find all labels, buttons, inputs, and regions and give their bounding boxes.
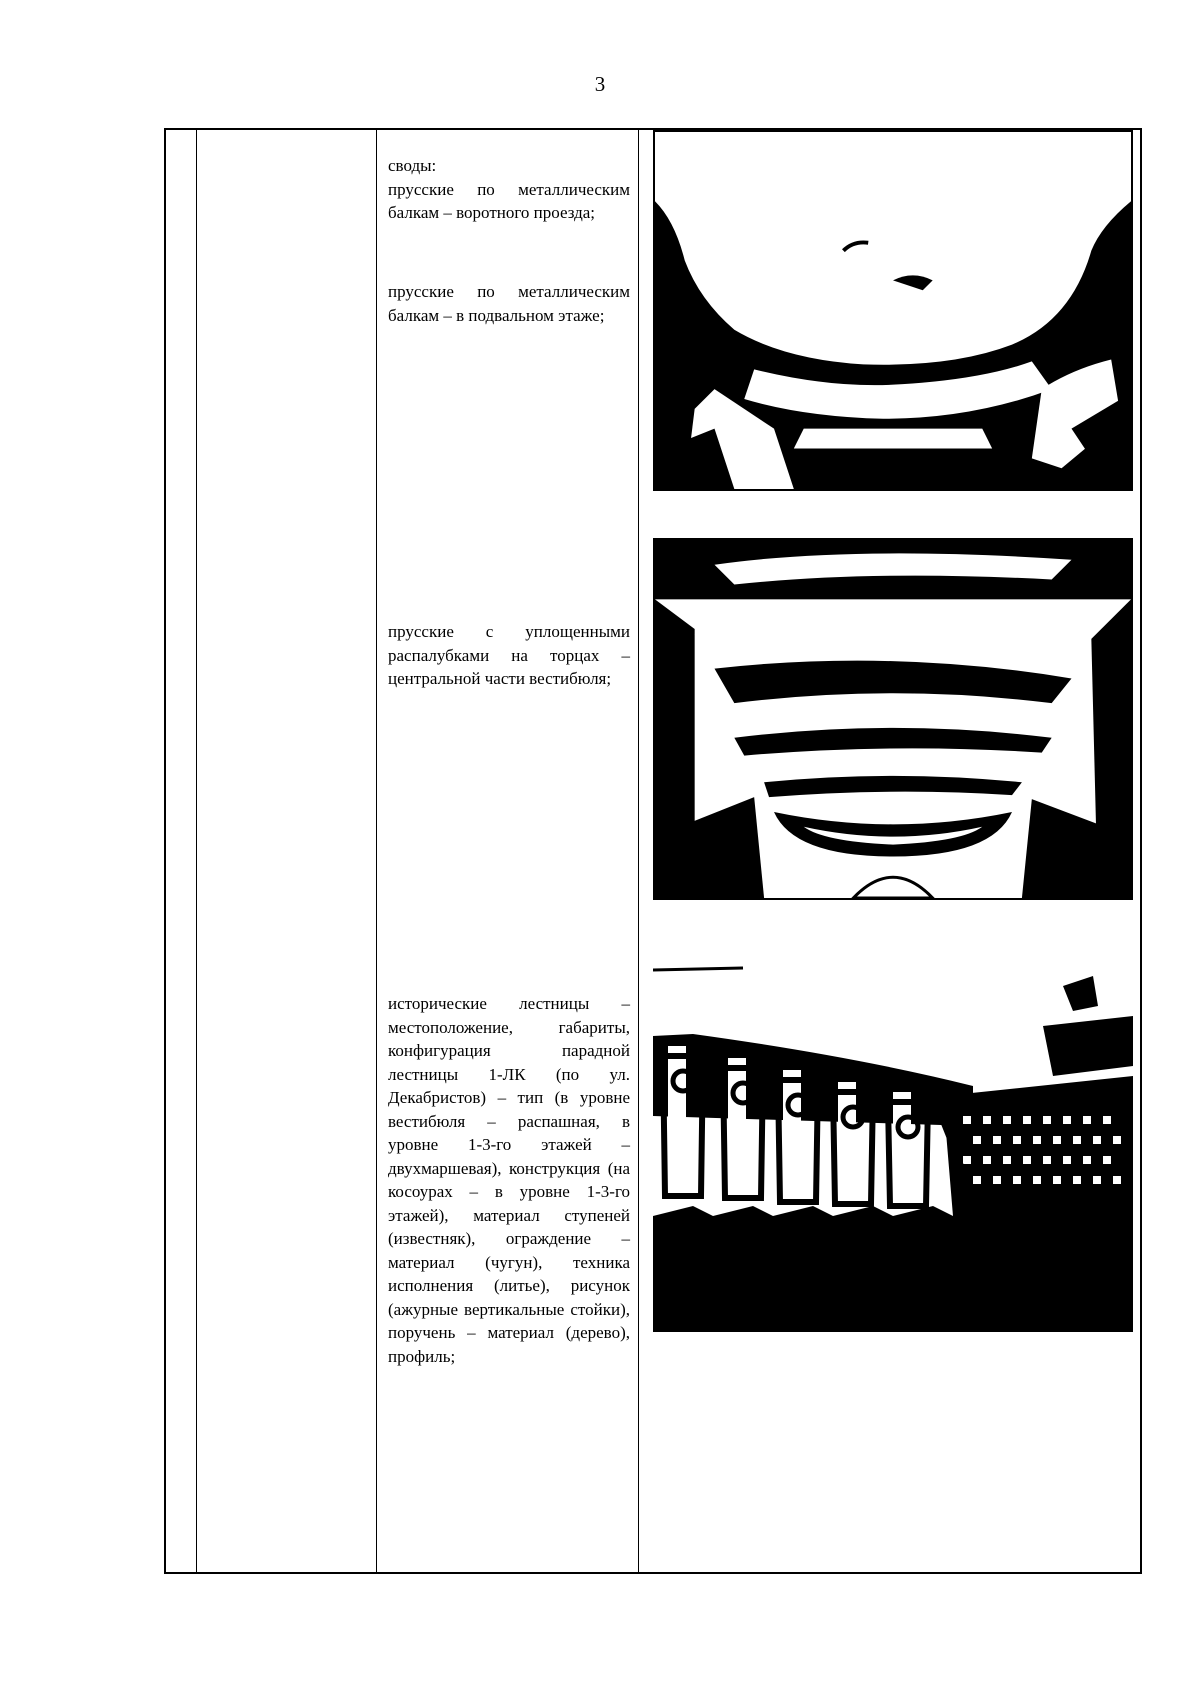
vaults-vestibule-text [388, 620, 630, 691]
text-line: прусские по металлическим балкам – в подвальном этаже; [388, 282, 630, 325]
historic-staircase-text [388, 992, 630, 1368]
text-line: своды: [388, 156, 437, 175]
cast-iron-staircase-photo [653, 966, 1133, 1332]
vestibule-vault-photo [653, 538, 1133, 900]
monument-description-table [164, 128, 1142, 1574]
cast-iron-staircase-image [653, 966, 1133, 1332]
vaults-basement-text [388, 280, 630, 327]
text-line: прусские по металлическим балкам – воротного проезда; [388, 179, 630, 222]
vault-ceiling-image [655, 132, 1131, 489]
vaults-gate-passage-text [388, 154, 630, 225]
column-divider-1 [196, 130, 197, 1572]
text-line: прусские с уплощенными распалубками на торцах – центральной части вестибюля; [388, 622, 630, 688]
column-divider-2 [376, 130, 377, 1572]
vault-ceiling-photo [653, 130, 1133, 491]
vestibule-vault-image [655, 540, 1131, 898]
text-line: исторические лестницы – местоположение, габариты, конфигурация парадной лестницы 1-ЛК (по ул. Декабристов) – тип (в уровне вестибюля – распашная, в уровне 1-3-го этажей – двухмаршевая), конструкция (на косоурах – в уровне 1-3-го этажей), материал ступеней (известняк), ограждение – материал (чугун), техника исполнения (литье), рисунок (ажурные вертикальные стойки), поручень – материал (дерево), профиль; [388, 994, 630, 1366]
column-divider-3 [638, 130, 639, 1572]
page-number: 3 [594, 72, 606, 96]
